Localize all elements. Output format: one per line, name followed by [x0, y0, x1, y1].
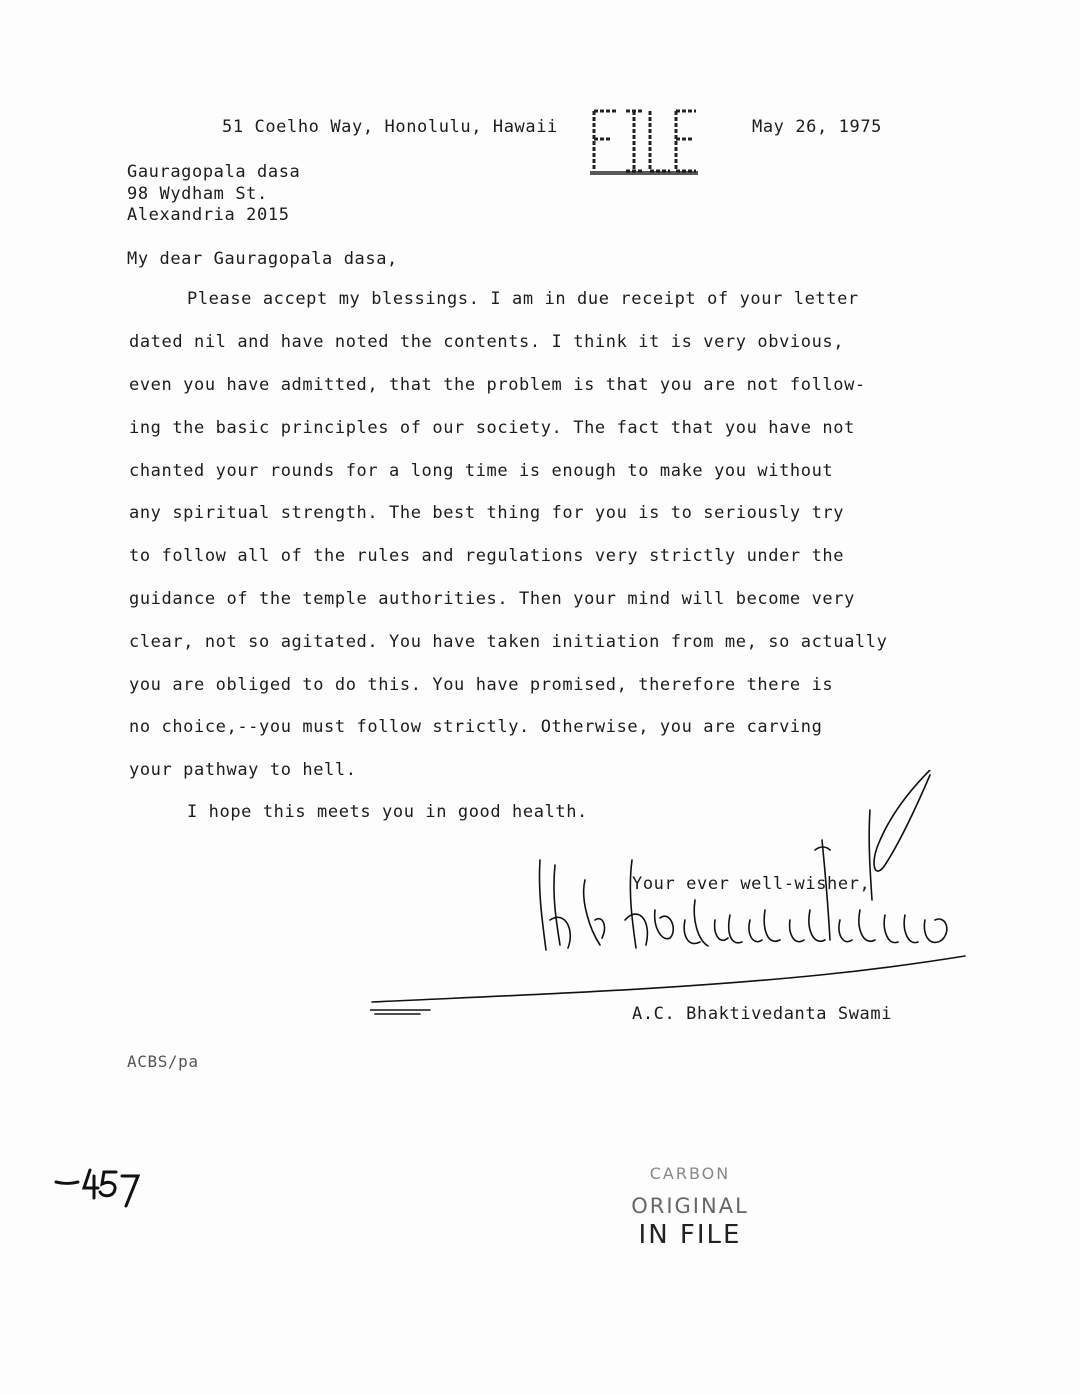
body-line: guidance of the temple authorities. Then your mind will become very	[129, 589, 855, 609]
salutation: My dear Gauragopala dasa,	[127, 249, 398, 269]
body-line: Please accept my blessings. I am in due receipt of your letter	[187, 289, 859, 309]
file-stamp	[588, 105, 700, 177]
closing-line: I hope this meets you in good health.	[187, 802, 588, 822]
valediction: Your ever well-wisher,	[632, 874, 871, 894]
recipient-name: Gauragopala dasa	[127, 162, 301, 182]
carbon-stamp-line: IN FILE	[638, 1220, 742, 1250]
body-line: dated nil and have noted the contents. I think it is very obvious,	[129, 332, 845, 352]
handwritten-document-number	[52, 1162, 142, 1212]
body-line: ing the basic principles of our society. The fact that you have not	[129, 418, 855, 438]
body-line: to follow all of the rules and regulations very strictly under the	[129, 546, 845, 566]
body-line: even you have admitted, that the problem is that you are not follow-	[129, 375, 866, 395]
sender-address: 51 Coelho Way, Honolulu, Hawaii	[222, 117, 558, 137]
letter-date: May 26, 1975	[752, 117, 883, 137]
body-line: you are obliged to do this. You have promised, therefore there is	[129, 675, 834, 695]
carbon-stamp-line: ORIGINAL	[631, 1194, 749, 1218]
body-line: clear, not so agitated. You have taken initiation from me, so actually	[129, 632, 888, 652]
body-line: chanted your rounds for a long time is enough to make you without	[129, 461, 834, 481]
body-line: any spiritual strength. The best thing for you is to seriously try	[129, 503, 845, 523]
typist-initials: ACBS/pa	[127, 1052, 199, 1071]
carbon-stamp-line: CARBON	[649, 1164, 731, 1183]
signatory-name: A.C. Bhaktivedanta Swami	[632, 1004, 893, 1024]
body-line: no choice,--you must follow strictly. Otherwise, you are carving	[129, 717, 823, 737]
recipient-city: Alexandria 2015	[127, 205, 290, 225]
recipient-street: 98 Wydham St.	[127, 184, 268, 204]
body-line: your pathway to hell.	[129, 760, 357, 780]
handwritten-signature	[370, 770, 970, 1030]
carbon-original-stamp	[600, 1160, 780, 1260]
